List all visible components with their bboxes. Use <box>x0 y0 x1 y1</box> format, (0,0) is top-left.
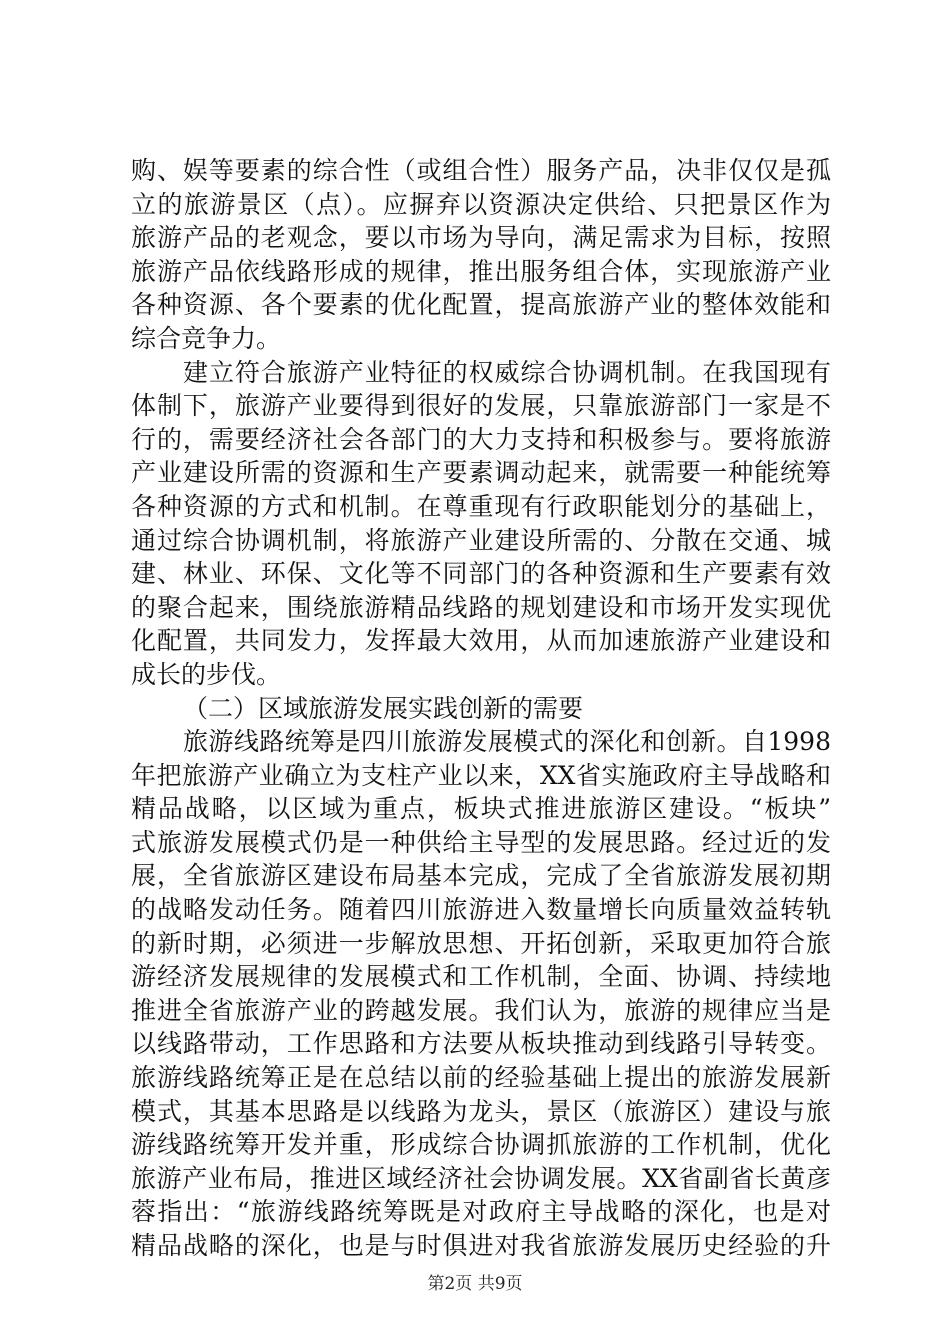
text-line: 产业建设所需的资源和生产要素调动起来，就需要一种能统筹 <box>131 458 831 488</box>
document-body <box>131 154 831 1263</box>
text-line: 旅游产业布局，推进区域经济社会协调发展。XX省副省长黄彦 <box>131 1163 831 1193</box>
text-line: 的战略发动任务。随着四川旅游进入数量增长向质量效益转轨 <box>131 895 831 925</box>
text-line: 行的，需要经济社会各部门的大力支持和积极参与。要将旅游 <box>131 424 831 454</box>
text-line: 化配置，共同发力，发挥最大效用，从而加速旅游产业建设和 <box>131 626 831 656</box>
text-line: 体制下，旅游产业要得到很好的发展，只靠旅游部门一家是不 <box>131 391 831 421</box>
text-line: 蓉指出：“旅游线路统筹既是对政府主导战略的深化，也是对 <box>131 1197 831 1227</box>
text-line: 年把旅游产业确立为支柱产业以来，XX省实施政府主导战略和 <box>131 760 831 790</box>
text-line: 各种资源、各个要素的优化配置，提高旅游产业的整体效能和 <box>131 290 831 320</box>
text-line: 成长的步伐。 <box>131 659 282 689</box>
text-line: 以线路带动，工作思路和方法要从板块推动到线路引导转变。 <box>131 1029 831 1059</box>
text-line: 精品战略的深化，也是与时俱进对我省旅游发展历史经验的升 <box>131 1231 831 1260</box>
text-line: 旅游产品的老观念，要以市场为导向，满足需求为目标，按照 <box>131 223 831 253</box>
text-line: 式旅游发展模式仍是一种供给主导型的发展思路。经过近的发 <box>131 827 831 857</box>
text-line: 的聚合起来，围绕旅游精品线路的规划建设和市场开发实现优 <box>131 592 831 622</box>
text-line: 综合竞争力。 <box>131 323 282 353</box>
text-line: 通过综合协调机制，将旅游产业建设所需的、分散在交通、城 <box>131 525 831 555</box>
text-line: 推进全省旅游产业的跨越发展。我们认为，旅游的规律应当是 <box>131 995 831 1025</box>
text-line: 旅游线路统筹是四川旅游发展模式的深化和创新。自1998 <box>183 727 831 757</box>
text-line: 建立符合旅游产业特征的权威综合协调机制。在我国现有 <box>183 357 831 387</box>
text-line: 各种资源的方式和机制。在尊重现有行政职能划分的基础上， <box>131 491 831 521</box>
text-line: 旅游产品依线路形成的规律，推出服务组合体，实现旅游产业 <box>131 256 831 286</box>
text-line: （二）区域旅游发展实践创新的需要 <box>183 693 584 723</box>
text-line: 立的旅游景区（点）。应摒弃以资源决定供给、只把景区作为 <box>131 189 831 219</box>
text-line: 建、林业、环保、文化等不同部门的各种资源和生产要素有效 <box>131 559 831 589</box>
text-line: 购、娱等要素的综合性（或组合性）服务产品，决非仅仅是孤 <box>131 156 831 185</box>
page-footer: 第2页 共9页 <box>427 1274 523 1294</box>
text-line: 旅游线路统筹正是在总结以前的经验基础上提出的旅游发展新 <box>131 1063 831 1093</box>
text-line: 的新时期，必须进一步解放思想、开拓创新，采取更加符合旅 <box>131 928 831 958</box>
text-line: 模式，其基本思路是以线路为龙头，景区（旅游区）建设与旅 <box>131 1096 831 1126</box>
text-line: 游经济发展规律的发展模式和工作机制，全面、协调、持续地 <box>131 962 831 992</box>
text-line: 展，全省旅游区建设布局基本完成，完成了全省旅游发展初期 <box>131 861 831 891</box>
text-line: 精品战略，以区域为重点，板块式推进旅游区建设。“板块” <box>131 794 831 824</box>
text-line: 游线路统筹开发并重，形成综合协调抓旅游的工作机制，优化 <box>131 1130 831 1160</box>
